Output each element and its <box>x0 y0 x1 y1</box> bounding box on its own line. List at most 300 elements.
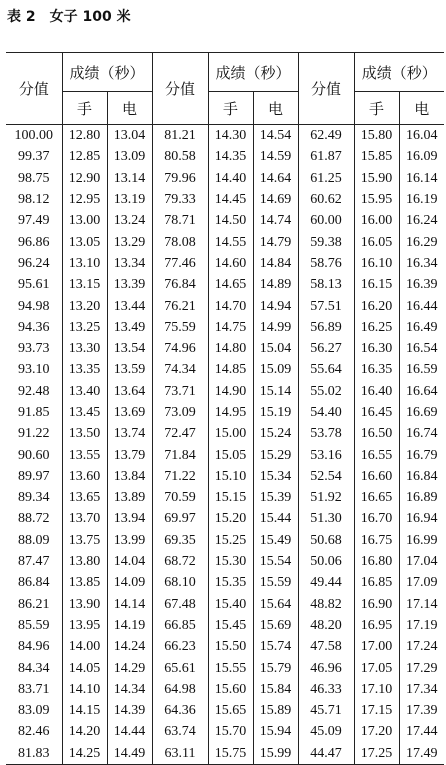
manual-time-cell: 16.25 <box>354 317 399 338</box>
score-cell: 46.33 <box>298 679 354 700</box>
manual-time-cell: 14.25 <box>62 743 107 765</box>
score-cell: 66.23 <box>152 636 208 657</box>
score-cell: 73.71 <box>152 381 208 402</box>
score-cell: 56.27 <box>298 338 354 359</box>
table-row <box>6 594 444 615</box>
electronic-time-cell: 13.89 <box>107 487 152 508</box>
score-cell: 55.64 <box>298 359 354 380</box>
table-row <box>6 274 444 295</box>
table-row <box>6 743 444 765</box>
electronic-time-cell: 14.24 <box>107 636 152 657</box>
electronic-time-cell: 15.79 <box>253 657 298 678</box>
manual-header-1: 手 <box>62 92 107 125</box>
score-cell: 62.49 <box>298 125 354 147</box>
table-row <box>6 657 444 678</box>
electronic-time-cell: 13.59 <box>107 359 152 380</box>
electronic-header-3: 电 <box>399 92 444 125</box>
score-cell: 66.85 <box>152 615 208 636</box>
score-cell: 86.21 <box>18 596 50 612</box>
score-cell: 58.76 <box>298 253 354 274</box>
table-row <box>6 168 444 189</box>
manual-time-cell: 16.90 <box>354 594 399 615</box>
score-cell: 82.46 <box>18 724 50 740</box>
score-cell: 86.84 <box>18 575 50 591</box>
score-cell: 96.86 <box>18 234 50 250</box>
manual-time-cell: 14.45 <box>208 189 253 210</box>
score-cell: 93.10 <box>18 362 50 378</box>
score-cell: 98.75 <box>18 170 50 186</box>
electronic-time-cell: 16.89 <box>399 487 444 508</box>
result-header-1: 成绩（秒） <box>62 53 152 92</box>
electronic-time-cell: 15.84 <box>253 679 298 700</box>
electronic-time-cell: 15.14 <box>253 381 298 402</box>
score-cell: 70.59 <box>152 487 208 508</box>
table-row <box>6 487 444 508</box>
score-cell: 54.40 <box>298 402 354 423</box>
manual-time-cell: 13.50 <box>62 423 107 444</box>
score-cell: 53.16 <box>298 444 354 465</box>
score-cell: 99.37 <box>18 149 50 165</box>
score-cell: 61.87 <box>298 146 354 167</box>
manual-time-cell: 13.25 <box>62 317 107 338</box>
electronic-time-cell: 16.79 <box>399 444 444 465</box>
score-cell: 81.21 <box>152 125 208 147</box>
score-cell: 100.00 <box>14 128 53 144</box>
score-cell: 84.34 <box>18 660 50 676</box>
electronic-time-cell: 14.69 <box>253 189 298 210</box>
electronic-time-cell: 14.99 <box>253 317 298 338</box>
table-row <box>6 615 444 636</box>
electronic-time-cell: 14.89 <box>253 274 298 295</box>
manual-time-cell: 14.85 <box>208 359 253 380</box>
electronic-time-cell: 14.94 <box>253 295 298 316</box>
score-cell: 94.36 <box>18 319 50 335</box>
score-cell: 88.09 <box>18 532 50 548</box>
table-row <box>6 338 444 359</box>
manual-time-cell: 14.20 <box>62 721 107 742</box>
electronic-time-cell: 14.49 <box>107 743 152 765</box>
score-cell: 58.13 <box>298 274 354 295</box>
score-cell: 52.54 <box>298 466 354 487</box>
electronic-time-cell: 15.64 <box>253 594 298 615</box>
electronic-time-cell: 14.44 <box>107 721 152 742</box>
score-cell: 48.20 <box>298 615 354 636</box>
electronic-header-2: 电 <box>253 92 298 125</box>
electronic-time-cell: 14.59 <box>253 146 298 167</box>
score-cell: 48.82 <box>298 594 354 615</box>
manual-time-cell: 14.90 <box>208 381 253 402</box>
table-row <box>6 572 444 593</box>
manual-time-cell: 13.65 <box>62 487 107 508</box>
score-cell: 57.51 <box>298 295 354 316</box>
electronic-time-cell: 13.14 <box>107 168 152 189</box>
electronic-time-cell: 17.09 <box>399 572 444 593</box>
score-cell: 83.71 <box>18 681 50 697</box>
table-row <box>6 551 444 572</box>
electronic-time-cell: 14.54 <box>253 125 298 147</box>
score-cell: 63.11 <box>152 743 208 765</box>
manual-time-cell: 16.40 <box>354 381 399 402</box>
electronic-time-cell: 16.29 <box>399 231 444 252</box>
manual-time-cell: 12.85 <box>62 146 107 167</box>
score-cell: 84.96 <box>18 639 50 655</box>
score-cell: 95.61 <box>18 277 50 293</box>
manual-time-cell: 14.95 <box>208 402 253 423</box>
score-cell: 59.38 <box>298 231 354 252</box>
table-row <box>6 231 444 252</box>
manual-time-cell: 16.85 <box>354 572 399 593</box>
table-row <box>6 125 444 147</box>
score-cell: 76.21 <box>152 295 208 316</box>
score-cell: 79.33 <box>152 189 208 210</box>
score-header-1: 分值 <box>6 53 62 125</box>
manual-time-cell: 17.00 <box>354 636 399 657</box>
manual-time-cell: 15.50 <box>208 636 253 657</box>
electronic-time-cell: 13.19 <box>107 189 152 210</box>
electronic-time-cell: 16.99 <box>399 530 444 551</box>
electronic-time-cell: 17.29 <box>399 657 444 678</box>
score-cell: 50.06 <box>298 551 354 572</box>
manual-time-cell: 16.10 <box>354 253 399 274</box>
electronic-time-cell: 15.19 <box>253 402 298 423</box>
score-cell: 78.71 <box>152 210 208 231</box>
electronic-time-cell: 15.74 <box>253 636 298 657</box>
score-cell: 72.47 <box>152 423 208 444</box>
electronic-time-cell: 15.24 <box>253 423 298 444</box>
manual-time-cell: 15.40 <box>208 594 253 615</box>
manual-time-cell: 15.85 <box>354 146 399 167</box>
score-cell: 88.72 <box>18 511 50 527</box>
manual-time-cell: 15.75 <box>208 743 253 765</box>
electronic-time-cell: 14.04 <box>107 551 152 572</box>
score-cell: 68.10 <box>152 572 208 593</box>
manual-time-cell: 15.15 <box>208 487 253 508</box>
electronic-time-cell: 13.64 <box>107 381 152 402</box>
electronic-time-cell: 14.84 <box>253 253 298 274</box>
score-cell: 97.49 <box>18 213 50 229</box>
electronic-time-cell: 15.59 <box>253 572 298 593</box>
manual-time-cell: 15.60 <box>208 679 253 700</box>
table-row <box>6 210 444 231</box>
score-cell: 73.09 <box>152 402 208 423</box>
manual-time-cell: 13.30 <box>62 338 107 359</box>
score-cell: 64.36 <box>152 700 208 721</box>
electronic-time-cell: 14.79 <box>253 231 298 252</box>
score-cell: 98.12 <box>18 192 50 208</box>
manual-time-cell: 16.50 <box>354 423 399 444</box>
electronic-time-cell: 17.39 <box>399 700 444 721</box>
manual-time-cell: 14.40 <box>208 168 253 189</box>
electronic-time-cell: 15.09 <box>253 359 298 380</box>
table-row <box>6 317 444 338</box>
electronic-time-cell: 15.69 <box>253 615 298 636</box>
manual-time-cell: 12.80 <box>62 125 107 147</box>
electronic-time-cell: 13.39 <box>107 274 152 295</box>
manual-time-cell: 15.70 <box>208 721 253 742</box>
manual-time-cell: 14.70 <box>208 295 253 316</box>
manual-time-cell: 15.25 <box>208 530 253 551</box>
score-cell: 75.59 <box>152 317 208 338</box>
electronic-time-cell: 14.64 <box>253 168 298 189</box>
manual-time-cell: 12.90 <box>62 168 107 189</box>
score-cell: 46.96 <box>298 657 354 678</box>
electronic-time-cell: 16.64 <box>399 381 444 402</box>
score-cell: 60.62 <box>298 189 354 210</box>
electronic-time-cell: 13.69 <box>107 402 152 423</box>
score-cell: 80.58 <box>152 146 208 167</box>
result-header-3: 成绩（秒） <box>354 53 444 92</box>
score-cell: 85.59 <box>18 617 50 633</box>
manual-time-cell: 13.85 <box>62 572 107 593</box>
manual-time-cell: 15.90 <box>354 168 399 189</box>
manual-time-cell: 16.80 <box>354 551 399 572</box>
manual-time-cell: 15.20 <box>208 508 253 529</box>
table-row <box>6 253 444 274</box>
table-row <box>6 466 444 487</box>
score-cell: 69.97 <box>152 508 208 529</box>
electronic-time-cell: 16.09 <box>399 146 444 167</box>
table-row <box>6 636 444 657</box>
score-cell: 53.78 <box>298 423 354 444</box>
manual-time-cell: 13.90 <box>62 594 107 615</box>
manual-time-cell: 15.10 <box>208 466 253 487</box>
manual-header-3: 手 <box>354 92 399 125</box>
electronic-time-cell: 16.44 <box>399 295 444 316</box>
electronic-time-cell: 15.54 <box>253 551 298 572</box>
electronic-time-cell: 16.69 <box>399 402 444 423</box>
score-cell: 71.84 <box>152 444 208 465</box>
manual-header-2: 手 <box>208 92 253 125</box>
electronic-time-cell: 17.49 <box>399 743 444 765</box>
score-cell: 56.89 <box>298 317 354 338</box>
manual-time-cell: 15.65 <box>208 700 253 721</box>
electronic-time-cell: 14.34 <box>107 679 152 700</box>
manual-time-cell: 17.15 <box>354 700 399 721</box>
score-cell: 76.84 <box>152 274 208 295</box>
electronic-time-cell: 17.19 <box>399 615 444 636</box>
electronic-time-cell: 17.44 <box>399 721 444 742</box>
electronic-time-cell: 13.94 <box>107 508 152 529</box>
electronic-time-cell: 13.99 <box>107 530 152 551</box>
manual-time-cell: 17.25 <box>354 743 399 765</box>
score-cell: 94.98 <box>18 298 50 314</box>
score-cell: 91.22 <box>18 426 50 442</box>
electronic-time-cell: 15.34 <box>253 466 298 487</box>
electronic-time-cell: 14.19 <box>107 615 152 636</box>
score-cell: 47.58 <box>298 636 354 657</box>
electronic-time-cell: 15.94 <box>253 721 298 742</box>
manual-time-cell: 12.95 <box>62 189 107 210</box>
score-cell: 50.68 <box>298 530 354 551</box>
manual-time-cell: 15.05 <box>208 444 253 465</box>
score-cell: 45.09 <box>298 721 354 742</box>
electronic-time-cell: 14.39 <box>107 700 152 721</box>
electronic-time-cell: 16.14 <box>399 168 444 189</box>
electronic-time-cell: 16.49 <box>399 317 444 338</box>
electronic-time-cell: 16.39 <box>399 274 444 295</box>
manual-time-cell: 14.75 <box>208 317 253 338</box>
manual-time-cell: 13.00 <box>62 210 107 231</box>
score-cell: 51.92 <box>298 487 354 508</box>
manual-time-cell: 16.55 <box>354 444 399 465</box>
score-cell: 49.44 <box>298 572 354 593</box>
electronic-time-cell: 15.44 <box>253 508 298 529</box>
manual-time-cell: 14.35 <box>208 146 253 167</box>
table-row <box>6 721 444 742</box>
manual-time-cell: 17.05 <box>354 657 399 678</box>
electronic-time-cell: 16.84 <box>399 466 444 487</box>
manual-time-cell: 15.00 <box>208 423 253 444</box>
score-cell: 87.47 <box>18 554 50 570</box>
manual-time-cell: 17.10 <box>354 679 399 700</box>
score-cell: 91.85 <box>18 405 50 420</box>
electronic-time-cell: 15.49 <box>253 530 298 551</box>
score-cell: 44.47 <box>298 743 354 765</box>
electronic-time-cell: 16.19 <box>399 189 444 210</box>
manual-time-cell: 16.45 <box>354 402 399 423</box>
manual-time-cell: 15.45 <box>208 615 253 636</box>
electronic-time-cell: 14.74 <box>253 210 298 231</box>
table-row <box>6 700 444 721</box>
manual-time-cell: 13.20 <box>62 295 107 316</box>
manual-time-cell: 13.75 <box>62 530 107 551</box>
score-cell: 51.30 <box>298 508 354 529</box>
score-cell: 89.34 <box>18 490 50 506</box>
electronic-time-cell: 16.59 <box>399 359 444 380</box>
score-cell: 69.35 <box>152 530 208 551</box>
score-cell: 65.61 <box>152 657 208 678</box>
manual-time-cell: 16.70 <box>354 508 399 529</box>
score-cell: 61.25 <box>298 168 354 189</box>
score-cell: 74.34 <box>152 359 208 380</box>
electronic-time-cell: 16.74 <box>399 423 444 444</box>
manual-time-cell: 14.60 <box>208 253 253 274</box>
score-cell: 89.97 <box>18 468 50 484</box>
electronic-time-cell: 13.04 <box>107 125 152 147</box>
electronic-time-cell: 16.34 <box>399 253 444 274</box>
score-cell: 96.24 <box>18 255 50 271</box>
score-header-3: 分值 <box>298 53 354 125</box>
electronic-time-cell: 13.74 <box>107 423 152 444</box>
table-row <box>6 508 444 529</box>
electronic-time-cell: 16.04 <box>399 125 444 147</box>
electronic-time-cell: 16.54 <box>399 338 444 359</box>
manual-time-cell: 14.50 <box>208 210 253 231</box>
manual-time-cell: 13.95 <box>62 615 107 636</box>
electronic-time-cell: 13.44 <box>107 295 152 316</box>
manual-time-cell: 15.80 <box>354 125 399 147</box>
electronic-time-cell: 17.14 <box>399 594 444 615</box>
manual-time-cell: 15.95 <box>354 189 399 210</box>
table-row <box>6 381 444 402</box>
manual-time-cell: 13.80 <box>62 551 107 572</box>
score-table-body <box>6 125 444 765</box>
manual-time-cell: 16.35 <box>354 359 399 380</box>
table-title: 表 2 女子 100 米 <box>7 9 131 25</box>
manual-time-cell: 14.15 <box>62 700 107 721</box>
score-cell: 83.09 <box>18 703 50 719</box>
score-cell: 78.08 <box>152 231 208 252</box>
table-row <box>6 679 444 700</box>
table-row <box>6 189 444 210</box>
electronic-time-cell: 15.04 <box>253 338 298 359</box>
electronic-time-cell: 15.89 <box>253 700 298 721</box>
manual-time-cell: 13.40 <box>62 381 107 402</box>
manual-time-cell: 13.35 <box>62 359 107 380</box>
electronic-time-cell: 16.24 <box>399 210 444 231</box>
manual-time-cell: 17.20 <box>354 721 399 742</box>
manual-time-cell: 14.30 <box>208 125 253 147</box>
table-row <box>6 530 444 551</box>
score-cell: 74.96 <box>152 338 208 359</box>
electronic-time-cell: 16.94 <box>399 508 444 529</box>
manual-time-cell: 13.70 <box>62 508 107 529</box>
score-cell: 67.48 <box>152 594 208 615</box>
manual-time-cell: 15.55 <box>208 657 253 678</box>
electronic-time-cell: 13.79 <box>107 444 152 465</box>
electronic-time-cell: 13.84 <box>107 466 152 487</box>
manual-time-cell: 16.30 <box>354 338 399 359</box>
manual-time-cell: 15.30 <box>208 551 253 572</box>
manual-time-cell: 15.35 <box>208 572 253 593</box>
score-cell: 71.22 <box>152 466 208 487</box>
table-row <box>6 146 444 167</box>
table-row <box>6 402 444 423</box>
manual-time-cell: 16.20 <box>354 295 399 316</box>
electronic-time-cell: 13.34 <box>107 253 152 274</box>
electronic-time-cell: 15.39 <box>253 487 298 508</box>
manual-time-cell: 14.00 <box>62 636 107 657</box>
score-cell: 64.98 <box>152 679 208 700</box>
electronic-time-cell: 14.29 <box>107 657 152 678</box>
manual-time-cell: 16.60 <box>354 466 399 487</box>
score-cell: 45.71 <box>298 700 354 721</box>
manual-time-cell: 16.15 <box>354 274 399 295</box>
electronic-time-cell: 13.09 <box>107 146 152 167</box>
score-cell: 81.83 <box>6 743 62 765</box>
electronic-header-1: 电 <box>107 92 152 125</box>
manual-time-cell: 14.80 <box>208 338 253 359</box>
score-header-2: 分值 <box>152 53 208 125</box>
manual-time-cell: 14.65 <box>208 274 253 295</box>
manual-time-cell: 16.95 <box>354 615 399 636</box>
score-cell: 63.74 <box>152 721 208 742</box>
table-row <box>6 444 444 465</box>
manual-time-cell: 13.05 <box>62 231 107 252</box>
electronic-time-cell: 17.24 <box>399 636 444 657</box>
manual-time-cell: 14.05 <box>62 657 107 678</box>
score-cell: 77.46 <box>152 253 208 274</box>
score-cell: 55.02 <box>298 381 354 402</box>
table-row <box>6 423 444 444</box>
electronic-time-cell: 13.49 <box>107 317 152 338</box>
manual-time-cell: 16.00 <box>354 210 399 231</box>
score-cell: 92.48 <box>18 383 50 399</box>
electronic-time-cell: 15.99 <box>253 743 298 765</box>
electronic-time-cell: 13.29 <box>107 231 152 252</box>
score-cell: 93.73 <box>18 341 50 357</box>
table-row <box>6 295 444 316</box>
electronic-time-cell: 14.09 <box>107 572 152 593</box>
electronic-time-cell: 13.54 <box>107 338 152 359</box>
manual-time-cell: 14.55 <box>208 231 253 252</box>
score-cell: 60.00 <box>298 210 354 231</box>
manual-time-cell: 13.55 <box>62 444 107 465</box>
manual-time-cell: 13.45 <box>62 402 107 423</box>
manual-time-cell: 16.65 <box>354 487 399 508</box>
score-cell: 68.72 <box>152 551 208 572</box>
score-cell: 90.60 <box>18 447 50 463</box>
